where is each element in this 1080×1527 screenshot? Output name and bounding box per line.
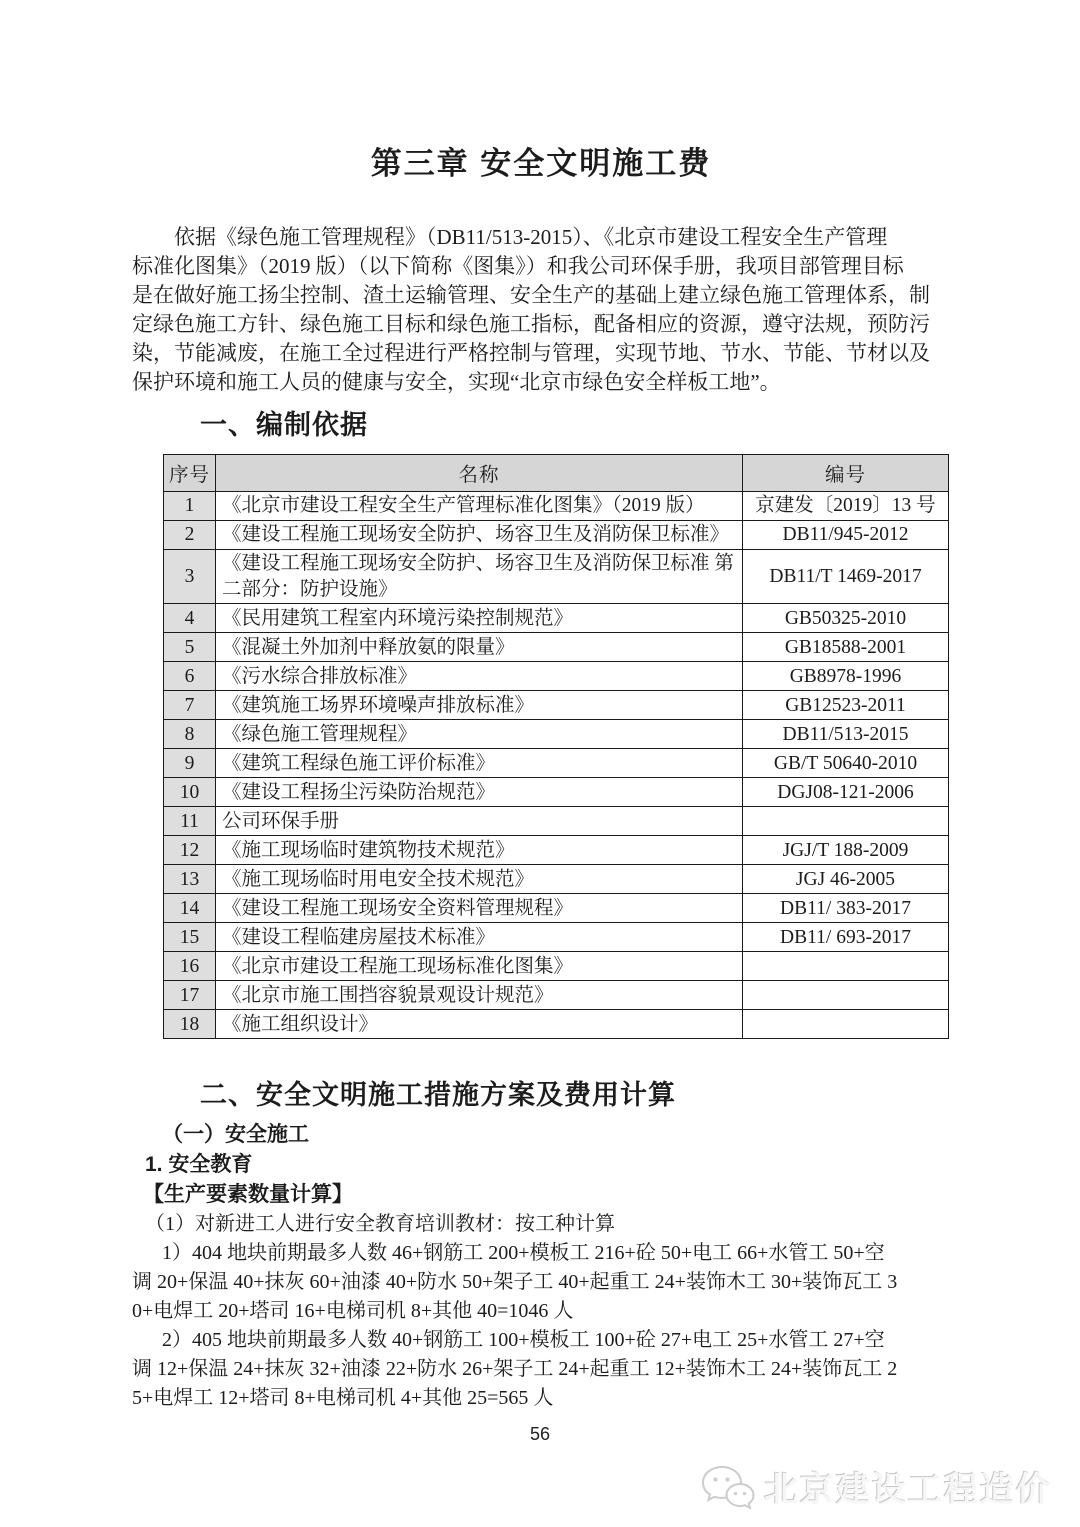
table-row — [164, 981, 949, 1010]
table-cell-code — [743, 1010, 949, 1039]
table-cell-name: 《民用建筑工程室内环境污染控制规范》 — [216, 604, 743, 633]
table-cell-no: 11 — [164, 807, 216, 836]
table-row — [164, 807, 949, 836]
table-cell-name: 《施工现场临时用电安全技术规范》 — [216, 865, 743, 894]
text-line: 染，节能减废，在施工全过程进行严格控制与管理，实现节地、节水、节能、节材以及 — [132, 341, 930, 365]
text-line: 标准化图集》（2019 版）（以下简称《图集》）和我公司环保手册，我项目部管理目标 — [132, 254, 904, 278]
table-cell-code: GB50325-2010 — [743, 604, 949, 633]
reference-table-body — [164, 492, 949, 1039]
training-material-line: （1）对新进工人进行安全教育培训教材：按工种计算 — [145, 1213, 615, 1236]
table-cell-no: 8 — [164, 720, 216, 749]
table-cell-code: DB11/945-2012 — [743, 521, 949, 550]
table-row — [164, 720, 949, 749]
subsection-quantity-calc: 【生产要素数量计算】 — [143, 1183, 353, 1207]
table-row — [164, 923, 949, 952]
table-cell-name: 《建设工程扬尘污染防治规范》 — [216, 778, 743, 807]
table-cell-code: GB18588-2001 — [743, 633, 949, 662]
table-cell-no: 9 — [164, 749, 216, 778]
table-row — [164, 604, 949, 633]
table-row — [164, 894, 949, 923]
table-cell-name: 《建筑工程绿色施工评价标准》 — [216, 749, 743, 778]
table-header-row — [164, 455, 949, 492]
table-cell-no: 17 — [164, 981, 216, 1010]
page-content — [132, 0, 950, 1413]
watermark — [698, 1462, 1052, 1511]
table-cell-code — [743, 807, 949, 836]
table-cell-name: 《建设工程施工现场安全资料管理规程》 — [216, 894, 743, 923]
text-line: 保护环境和施工人员的健康与安全，实现“北京市绿色安全样板工地”。 — [132, 370, 781, 394]
table-cell-no: 3 — [164, 550, 216, 604]
text-line: 定绿色施工方针、绿色施工目标和绿色施工指标，配备相应的资源，遵守法规，预防污 — [132, 312, 930, 336]
table-row — [164, 550, 949, 604]
table-cell-name: 《绿色施工管理规程》 — [216, 720, 743, 749]
table-cell-no: 5 — [164, 633, 216, 662]
table-cell-name: 《建设工程临建房屋技术标准》 — [216, 923, 743, 952]
table-cell-name: 《建设工程施工现场安全防护、场容卫生及消防保卫标准 第二部分：防护设施》 — [216, 550, 743, 604]
calc-paragraph-404 — [132, 1239, 950, 1326]
table-row — [164, 836, 949, 865]
section2-heading: 二、安全文明施工措施方案及费用计算 — [200, 1080, 676, 1111]
table-cell-no: 10 — [164, 778, 216, 807]
table-cell-code: 京建发〔2019〕13 号 — [743, 492, 949, 521]
wechat-icon — [698, 1463, 756, 1511]
table-cell-no: 4 — [164, 604, 216, 633]
table-cell-no: 1 — [164, 492, 216, 521]
text-line: 是在做好施工扬尘控制、渣土运输管理、安全生产的基础上建立绿色施工管理体系，制 — [132, 283, 930, 307]
page-number: 56 — [529, 1424, 551, 1444]
table-cell-no: 14 — [164, 894, 216, 923]
column-header-code: 编号 — [743, 455, 949, 492]
table-cell-name: 《污水综合排放标准》 — [216, 662, 743, 691]
table-cell-name: 公司环保手册 — [216, 807, 743, 836]
table-cell-no: 6 — [164, 662, 216, 691]
subsection-safety-construction: （一）安全施工 — [162, 1123, 309, 1147]
table-row — [164, 749, 949, 778]
table-cell-code — [743, 952, 949, 981]
table-cell-code: GB12523-2011 — [743, 691, 949, 720]
table-cell-code: JGJ 46-2005 — [743, 865, 949, 894]
table-row — [164, 952, 949, 981]
table-row — [164, 778, 949, 807]
table-cell-no: 13 — [164, 865, 216, 894]
table-cell-name: 《施工现场临时建筑物技术规范》 — [216, 836, 743, 865]
text-line: 0+电焊工 20+塔司 16+电梯司机 8+其他 40=1046 人 — [132, 1300, 574, 1323]
column-header-name: 名称 — [216, 455, 743, 492]
table-cell-no: 12 — [164, 836, 216, 865]
table-cell-code: GB8978-1996 — [743, 662, 949, 691]
table-cell-code: DGJ08-121-2006 — [743, 778, 949, 807]
table-cell-name: 《建筑施工场界环境噪声排放标准》 — [216, 691, 743, 720]
table-cell-no: 16 — [164, 952, 216, 981]
table-cell-code: DB11/ 383-2017 — [743, 894, 949, 923]
text-line: 依据《绿色施工管理规程》（DB11/513-2015）、《北京市建设工程安全生产管理 — [174, 225, 888, 249]
table-row — [164, 691, 949, 720]
text-line: 1）404 地块前期最多人数 46+钢筋工 200+模板工 216+砼 50+电工 66+水管工 50+空 — [162, 1242, 885, 1265]
chapter-title: 第三章 安全文明施工费 — [370, 146, 712, 181]
table-cell-no: 2 — [164, 521, 216, 550]
text-line: 2）405 地块前期最多人数 40+钢筋工 100+模板工 100+砼 27+电工 25+水管工 27+空 — [162, 1329, 885, 1352]
table-row — [164, 1010, 949, 1039]
table-row — [164, 662, 949, 691]
table-cell-name: 《北京市施工围挡容貌景观设计规范》 — [216, 981, 743, 1010]
watermark-text: 北京建设工程造价 — [764, 1471, 1052, 1509]
table-row — [164, 865, 949, 894]
table-cell-code: DB11/513-2015 — [743, 720, 949, 749]
calc-paragraph-405 — [132, 1326, 950, 1413]
table-cell-no: 7 — [164, 691, 216, 720]
text-line: 调 12+保温 24+抹灰 32+油漆 22+防水 26+架子工 24+起重工 12+装饰木工 24+装饰瓦工 2 — [132, 1358, 898, 1381]
reference-table — [163, 454, 949, 1039]
column-header-index: 序号 — [164, 455, 216, 492]
table-cell-code: JGJ/T 188-2009 — [743, 836, 949, 865]
table-cell-name: 《北京市建设工程施工现场标准化图集》 — [216, 952, 743, 981]
table-cell-name: 《北京市建设工程安全生产管理标准化图集》（2019 版） — [216, 492, 743, 521]
table-row — [164, 492, 949, 521]
text-line: 调 20+保温 40+抹灰 60+油漆 40+防水 50+架子工 40+起重工 24+装饰木工 30+装饰瓦工 3 — [132, 1271, 898, 1294]
table-cell-name: 《施工组织设计》 — [216, 1010, 743, 1039]
table-cell-code — [743, 981, 949, 1010]
subsection-safety-education: 1. 安全教育 — [145, 1153, 253, 1177]
table-cell-no: 18 — [164, 1010, 216, 1039]
table-cell-code: DB11/T 1469-2017 — [743, 550, 949, 604]
table-cell-name: 《混凝土外加剂中释放氨的限量》 — [216, 633, 743, 662]
table-cell-code: GB/T 50640-2010 — [743, 749, 949, 778]
table-cell-name: 《建设工程施工现场安全防护、场容卫生及消防保卫标准》 — [216, 521, 743, 550]
table-row — [164, 521, 949, 550]
section1-heading: 一、编制依据 — [200, 410, 368, 440]
table-row — [164, 633, 949, 662]
table-cell-no: 15 — [164, 923, 216, 952]
intro-paragraph — [132, 223, 950, 397]
text-line: 5+电焊工 12+塔司 8+电梯司机 4+其他 25=565 人 — [132, 1387, 554, 1410]
table-cell-code: DB11/ 693-2017 — [743, 923, 949, 952]
